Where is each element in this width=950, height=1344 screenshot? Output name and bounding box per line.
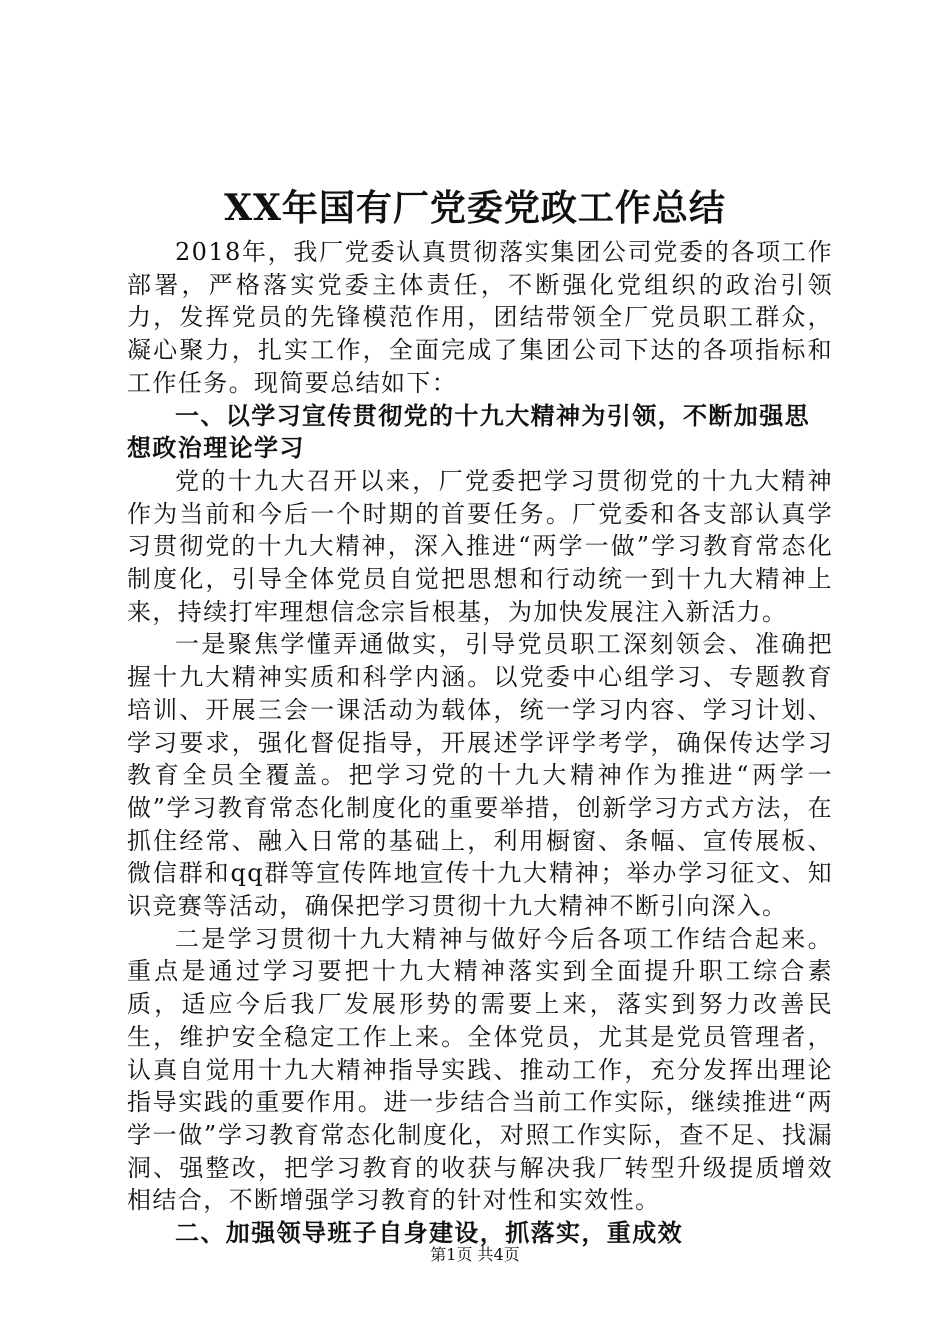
intro-paragraph: 2018年，我厂党委认真贯彻落实集团公司党委的各项工作部署，严格落实党委主体责任，不断强化党组织的政治引领力，发挥党员的先锋模范作用，团结带领全厂党员职工群众，凝心聚力，扎实工作，全面完成了集团公司下达的各项指标和工作任务。现简要总结如下： bbox=[127, 238, 833, 397]
document-body bbox=[127, 236, 833, 1250]
point-1-paragraph: 一是聚焦学懂弄通做实，引导党员职工深刻领会、准确把握十九大精神实质和科学内涵。以党委中心组学习、专题教育培训、开展三会一课活动为载体，统一学习内容、学习计划、学习要求，强化督促指导，开展述学评学考学，确保传达学习教育全员全覆盖。把学习党的十九大精神作为推进“两学一做”学习教育常态化制度化的重要举措，创新学习方式方法，在抓住经常、融入日常的基础上，利用橱窗、条幅、宣传展板、微信群和qq群等宣传阵地宣传十九大精神；举办学习征文、知识竞赛等活动，确保把学习贯彻十九大精神不断引向深入。 bbox=[127, 630, 833, 921]
page-number-footer: 第1页 共4页 bbox=[430, 1245, 520, 1264]
section-heading-2: 二、加强领导班子自身建设，抓落实，重成效 bbox=[175, 1219, 683, 1248]
document-title: XX年国有厂党委党政工作总结 bbox=[224, 187, 726, 229]
section-1-paragraph: 党的十九大召开以来，厂党委把学习贯彻党的十九大精神作为当前和今后一个时期的首要任务。厂党委和各支部认真学习贯彻党的十九大精神，深入推进“两学一做”学习教育常态化制度化，引导全体党员自觉把思想和行动统一到十九大精神上来，持续打牢理想信念宗旨根基，为加快发展注入新活力。 bbox=[127, 466, 833, 626]
point-2-paragraph: 二是学习贯彻十九大精神与做好今后各项工作结合起来。重点是通过学习要把十九大精神落实到全面提升职工综合素质，适应今后我厂发展形势的需要上来，落实到努力改善民生，维护安全稳定工作上来。全体党员，尤其是党员管理者，认真自觉用十九大精神指导实践、推动工作，充分发挥出理论指导实践的重要作用。进一步结合当前工作实际，继续推进“两学一做”学习教育常态化制度化，对照工作实际，查不足、找漏洞、强整改，把学习教育的收获与解决我厂转型升级提质增效相结合，不断增强学习教育的针对性和实效性。 bbox=[127, 924, 833, 1215]
section-heading-1: 一、以学习宣传贯彻党的十九大精神为引领，不断加强思想政治理论学习 bbox=[127, 401, 810, 463]
